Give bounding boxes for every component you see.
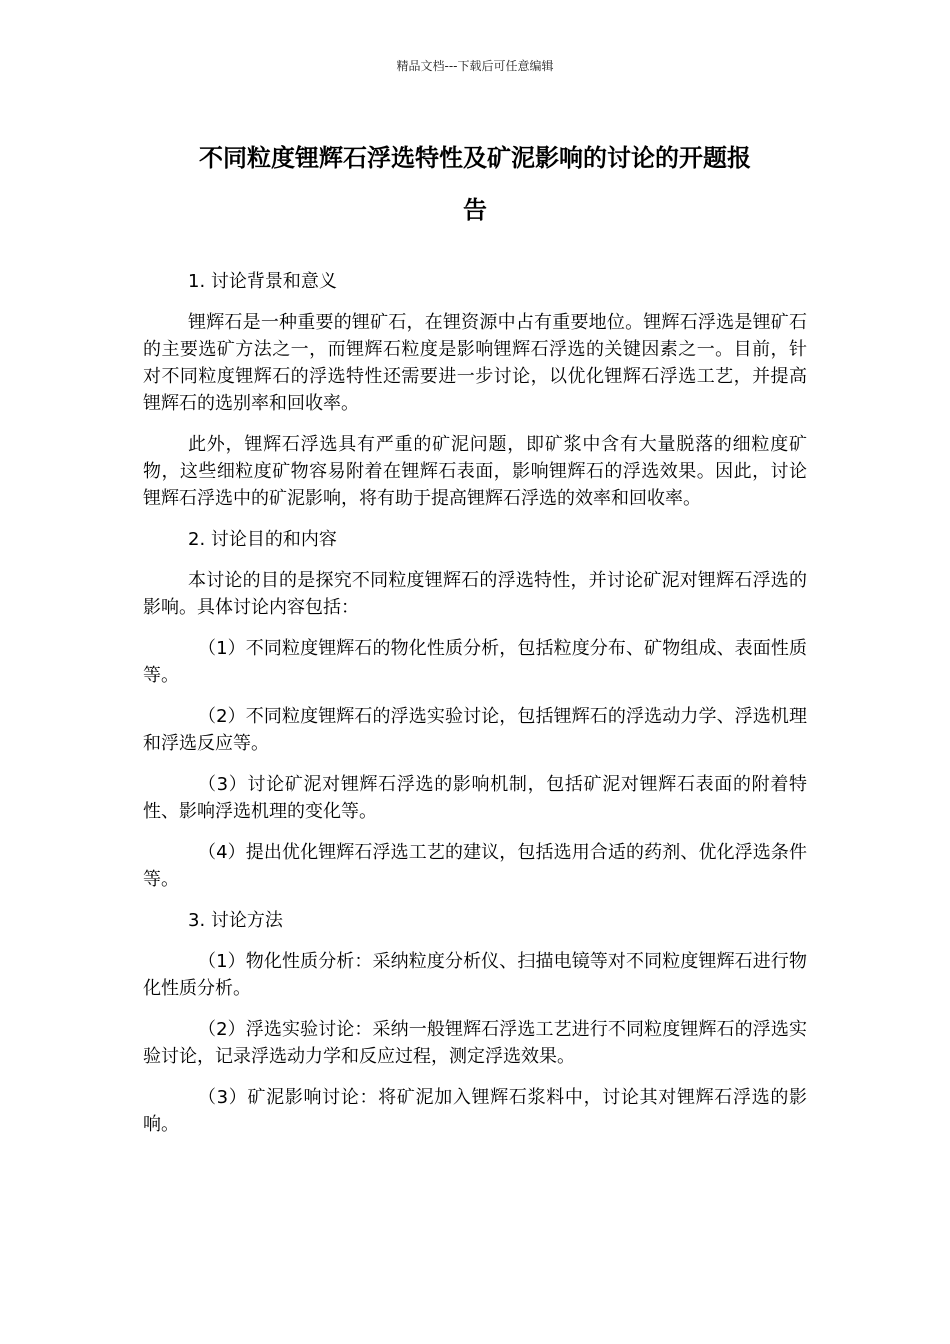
paragraph: 锂辉石是一种重要的锂矿石，在锂资源中占有重要地位。锂辉石浮选是锂矿石的主要选矿方法之一，而锂辉石粒度是影响锂辉石浮选的关键因素之一。目前，针对不同粒度锂辉石的浮选特性还需要进一步讨论，以优化锂辉石浮选工艺，并提高锂辉石的选别率和回收率。	[143, 312, 807, 414]
title-line-1: 不同粒度锂辉石浮选特性及矿泥影响的讨论的开题报	[199, 144, 751, 172]
list-item: （3）讨论矿泥对锂辉石浮选的影响机制，包括矿泥对锂辉石表面的附着特性、影响浮选机理的变化等。	[143, 774, 807, 822]
section-heading-objectives: 2. 讨论目的和内容	[188, 529, 337, 550]
title-line-2: 告	[463, 196, 487, 224]
list-item: （1）不同粒度锂辉石的物化性质分析，包括粒度分布、矿物组成、表面性质等。	[143, 638, 807, 686]
list-item: （2）浮选实验讨论：采纳一般锂辉石浮选工艺进行不同粒度锂辉石的浮选实验讨论，记录浮选动力学和反应过程，测定浮选效果。	[143, 1019, 807, 1067]
document-body	[143, 268, 807, 1152]
list-item: （2）不同粒度锂辉石的浮选实验讨论，包括锂辉石的浮选动力学、浮选机理和浮选反应等。	[143, 706, 807, 754]
paragraph: 本讨论的目的是探究不同粒度锂辉石的浮选特性，并讨论矿泥对锂辉石浮选的影响。具体讨论内容包括：	[143, 570, 807, 618]
paragraph: 此外，锂辉石浮选具有严重的矿泥问题，即矿浆中含有大量脱落的细粒度矿物，这些细粒度矿物容易附着在锂辉石表面，影响锂辉石的浮选效果。因此，讨论锂辉石浮选中的矿泥影响，将有助于提高锂辉石浮选的效率和回收率。	[143, 434, 807, 509]
list-item: （3）矿泥影响讨论：将矿泥加入锂辉石浆料中，讨论其对锂辉石浮选的影响。	[143, 1087, 807, 1135]
document-title	[143, 132, 807, 236]
list-item: （1）物化性质分析：采纳粒度分析仪、扫描电镜等对不同粒度锂辉石进行物化性质分析。	[143, 951, 807, 999]
page-header: 精品文档---下载后可任意编辑	[396, 59, 554, 73]
section-heading-methods: 3. 讨论方法	[188, 910, 283, 931]
section-heading-background: 1. 讨论背景和意义	[188, 271, 337, 292]
list-item: （4）提出优化锂辉石浮选工艺的建议，包括选用合适的药剂、优化浮选条件等。	[143, 842, 807, 890]
